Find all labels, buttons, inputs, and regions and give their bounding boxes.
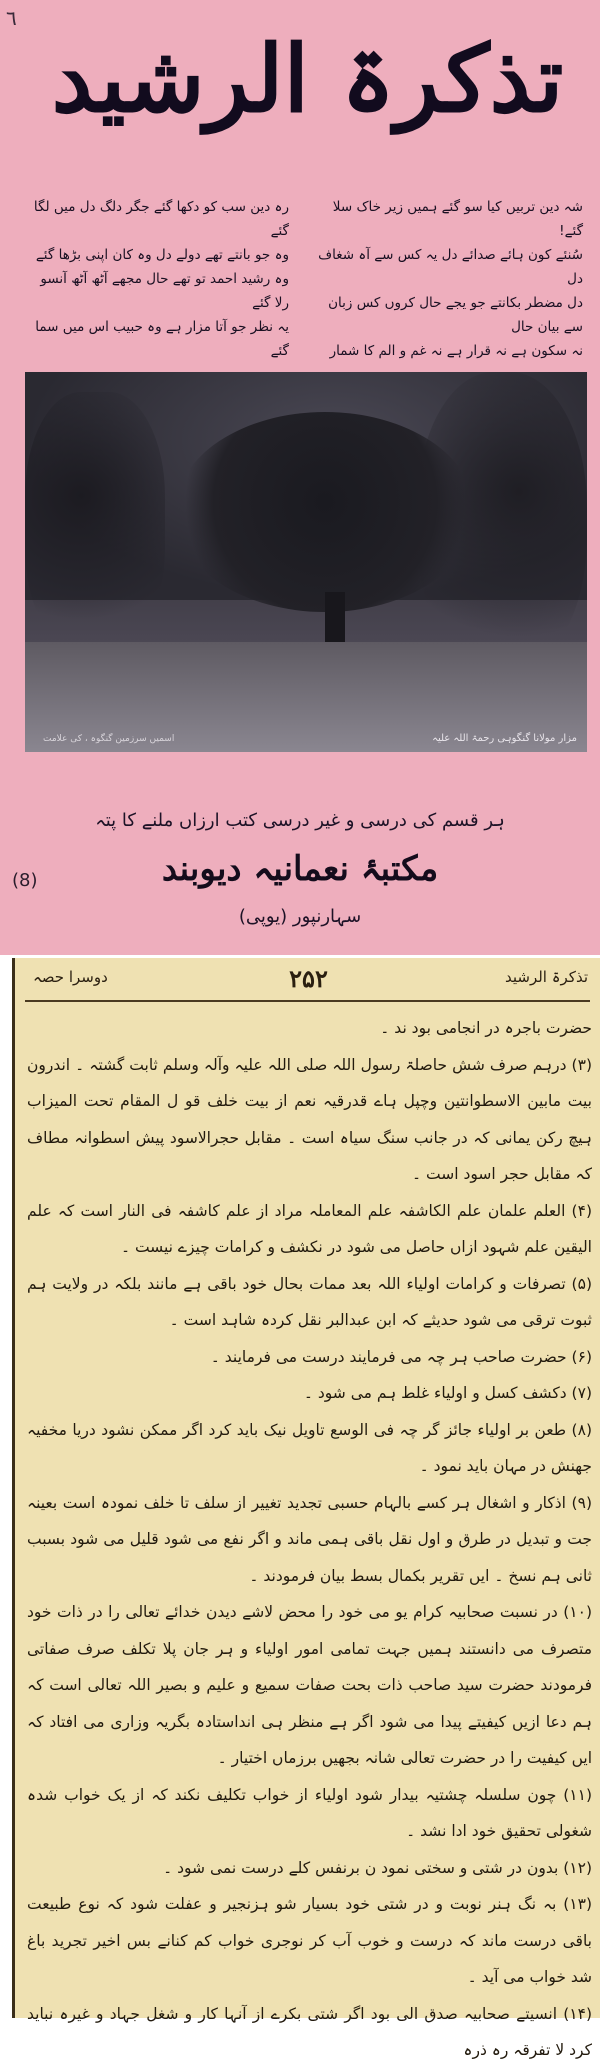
photo-credit: اسمیں سرزمین گنگوہ ، کی علامت <box>43 734 175 744</box>
paragraph: حضرت باجرہ در انجامی بود ند ۔ <box>380 1019 592 1037</box>
verse-column-left <box>24 195 289 363</box>
paragraph: (۱۱) چون سلسلہ چشتیہ بیدار شود اولیاء از خواب تکلیف نکند کہ از یک خواب شدہ شغولی تحقیق خود ادا نشد ۔ <box>27 1785 592 1840</box>
mazar-photograph <box>25 372 587 752</box>
paragraph: (۶) حضرت صاحب ہر چہ می فرمایند درست می فرمایند ۔ <box>210 1347 592 1366</box>
handwritten-margin-note: (8) <box>12 870 38 891</box>
book-text-page <box>0 955 600 2059</box>
paragraph: (۱۴) انسیتے صحابیہ صدق الی بود اگر شتی بکرے از آنہا کار و شغل جہاد و غیرہ نباید کرد لا تفرقہ رہ ذرہ <box>27 2004 592 2059</box>
bookshop-tagline: ہر قسم کی درسی و غیر درسی کتب ارزاں ملنے کا پتہ <box>95 810 505 831</box>
running-header-left: دوسرا حصہ <box>33 968 108 986</box>
photo-caption: مزار مولانا گنگوہی رحمۃ اللہ علیہ <box>432 733 577 744</box>
page-number-handwritten: ٦ <box>6 6 17 30</box>
paragraph: (۳) درہم صرف شش حاصلۃ رسول اللہ صلی اللہ علیہ وآلہ وسلم ثابت گشتہ ۔ اندرون بیت مابین الاسطوانتین وچپل ہاے قدرقیہ نعم از بیت خلف قو ل المقام تحت المیزاب ہیچ رکن یمانی کہ در جانب سنگ سیاہ است ۔ مقابل حجرالاسود پیش اسطوانہ مطاف کہ مقابل حجر اسود است ۔ <box>27 1055 592 1183</box>
paragraph: (۱۰) در نسبت صحابیہ کرام یو می خود را محض لاشے دیدن خدائے تعالی را در ذات خود متصرف می دانستند ہمیں جہت تمامی امور اولیاء و ہر جان پلا تکلف صرف صفاتی فرمودند حضرت سید صاحب ذات بحت صفات سمیع و علیم و بصیر اللہ تعالی است کہ ہم دعا ازیں کیفیتے پیدا می شود اگر ہے منظر ہی انداستادہ بگریہ وزاری می افتاد کہ ایں کیفیت را در حضرت تعالی شانہ بجھیں برزماں اختیار ۔ <box>27 1603 592 1767</box>
cover-title: تذکرۃ الرشید <box>51 25 564 133</box>
running-header-right: تذکرۃ الرشید <box>504 968 588 986</box>
page-number: ۲۵۲ <box>289 964 328 993</box>
paragraph: (۴) العلم علمان علم الکاشفہ علم المعاملہ مراد از علم کاشفہ فی النار است کہ علم الیقین علم شہود ازاں حاصل می شود در نکشف و کرامات چیزے نیست ۔ <box>27 1201 592 1256</box>
photo-left-tree <box>25 392 165 652</box>
bookshop-location: سہارنپور (یوپی) <box>238 906 362 927</box>
paper-sheet <box>12 958 600 2059</box>
verse-line: نہ سکون ہے نہ قرار ہے نہ غم و الم کا شمار <box>329 343 583 359</box>
verse-line: سُنئے کون ہائے صدائے دل یہ کس سے آہ شغاف دل <box>318 247 583 287</box>
paragraph: (۱۲) بدون در شتی و سختی نمود ن برنفس کلے درست نمی شود ۔ <box>163 1858 592 1877</box>
verse-line: وہ جو بانتے تھے دولے دل وہ کان اپنی بڑھا گئے <box>35 247 289 263</box>
body-text <box>27 1010 592 2069</box>
photo-tree-canopy <box>175 412 475 612</box>
verse-line: دل مضطر بکانتے جو یجے حال کروں کس زبان سے بیان حال <box>328 295 583 335</box>
verse-line: رہ دین سب کو دکھا گئے جگر دلگ دل میں لگا گئے <box>33 199 289 239</box>
paragraph: (۷) دکشف کسل و اولیاء غلط ہم می شود ۔ <box>303 1384 592 1402</box>
verse-line: یہ نظر جو آتا مزار ہے وہ حبیب اس میں سما گئے <box>35 319 289 359</box>
verse-line: شہ دین تربیں کیا سو گئے ہمیں زیر خاک سلا گئے! <box>332 199 583 239</box>
paragraph: (۸) طعن بر اولیاء جائز گر چہ فی الوسع تاویل نیک باید کرد اگر ممکن نشود دریا مخفیہ جھنش در مہان باید نمود ۔ <box>27 1420 592 1475</box>
paragraph: (۵) تصرفات و کرامات اولیاء اللہ بعد ممات بحال خود باقی ہے مانند بلکہ در ولایت ہم ثبوت ترقی می شود حدیثے کہ ابن عبدالبر نقل کردہ شاہد است ۔ <box>27 1274 592 1329</box>
header-divider <box>25 1000 590 1002</box>
paragraph: (۹) اذکار و اشغال ہر کسے بالہام حسبی تجدید تغییر از سلف تا خلف نمودہ است بعینہ جت و تبدیل در طرق و اول نقل باقی ہمی ماند و اگر نفع می شود قلیل می شود بسبب ثانی ہم نسخ ۔ ایں تقریر بکمال بسط بیان فرمودند ۔ <box>27 1493 592 1585</box>
verse-column-right <box>318 195 583 387</box>
verse-line: وہ رشید احمد تو تھے حال مجھے آٹھ آٹھ آنسو رلا گئے <box>40 271 289 311</box>
magazine-cover-page <box>0 0 600 955</box>
bookshop-name: مکتبۂ نعمانیہ دیوبند <box>161 849 439 889</box>
paragraph: (۱۳) بہ نگ ہنر نوبت و در شتی خود بسیار شو ہزنجیر و عفلت شود کہ نوع طبیعت باقی درست ماند کہ درست و خوب آب کر نوجری خواب کم کنانے بس اخیر تجرید باغ شد خواب می آید ۔ <box>27 1895 592 1986</box>
